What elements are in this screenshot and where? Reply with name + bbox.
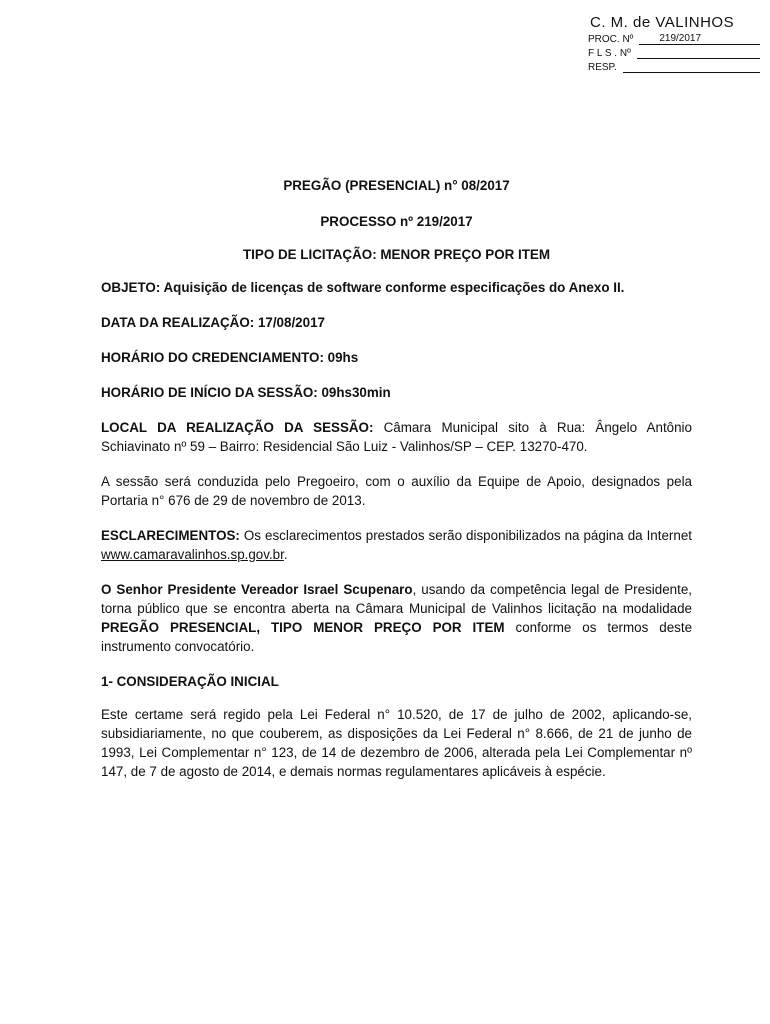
sessao-paragraph: A sessão será conduzida pelo Pregoeiro, com o auxílio da Equipe de Apoio, designados pela Portaria n° 676 de 29 de novembro de 2013. (101, 474, 692, 508)
stamp-resp-label: RESP. (588, 62, 617, 73)
stamp-proc-label: PROC. Nº (588, 34, 634, 45)
stamp-resp-value (623, 61, 760, 73)
modalidade: PREGÃO PRESENCIAL (101, 620, 257, 635)
objeto-paragraph: OBJETO: Aquisição de licenças de software conforme especificações do Anexo II. (101, 280, 625, 295)
horario-credenciamento: HORÁRIO DO CREDENCIAMENTO: 09hs (101, 350, 359, 365)
protocol-stamp (588, 14, 760, 73)
process-number: PROCESSO nº 219/2017 (320, 214, 473, 229)
esclarecimentos-paragraph (101, 526, 692, 564)
stamp-fls-row (588, 45, 760, 59)
esclarecimentos-label: ESCLARECIMENTOS: (101, 528, 240, 543)
stamp-resp-row (588, 59, 760, 73)
esclarecimentos-text: Os esclarecimentos prestados serão disponibilizados na página da Internet (239, 528, 692, 543)
presidente-text2: conforme os termos deste instrumento convocatório. (101, 620, 693, 654)
tipo: TIPO MENOR PREÇO POR ITEM (271, 620, 505, 635)
stamp-fls-label: F L S . Nº (588, 48, 631, 59)
section-1-body: Este certame será regido pela Lei Federal n° 10.520, de 17 de julho de 2002, aplicando-se, subsidiariamente, no que couberem, as disposições da Lei Federal n° 8.666, de 21 de junho de 1993, Lei Complementar n° 123, de 14 de dezembro de 2006, alterada pela Lei Complementar nº 147, de 7 de agosto de 2014, e demais normas regulamentares aplicáveis à espécie. (101, 707, 692, 779)
stamp-title: C. M. de VALINHOS (590, 14, 735, 31)
presidente-paragraph (101, 580, 692, 656)
presidente-text1: , usando da competência legal de Presidente, torna público que se encontra aberta na Câmara Municipal de Valinhos licitação na modalidade (101, 582, 692, 616)
bid-type: TIPO DE LICITAÇÃO: MENOR PREÇO POR ITEM (243, 247, 550, 262)
modalidade-comma: , (256, 620, 271, 635)
stamp-proc-row (588, 31, 760, 45)
section-1-heading: 1- CONSIDERAÇÃO INICIAL (101, 674, 279, 689)
presidente-name: O Senhor Presidente Vereador Israel Scupenaro (101, 582, 413, 597)
data-realizacao: DATA DA REALIZAÇÃO: 17/08/2017 (101, 315, 325, 330)
document-title: PREGÃO (PRESENCIAL) n° 08/2017 (283, 178, 510, 193)
website-link[interactable]: www.camaravalinhos.sp.gov.br (101, 547, 284, 562)
horario-inicio: HORÁRIO DE INÍCIO DA SESSÃO: 09hs30min (101, 385, 391, 400)
esclarecimentos-end: . (283, 547, 288, 562)
stamp-fls-value (637, 47, 760, 59)
local-paragraph (101, 418, 692, 456)
local-label: LOCAL DA REALIZAÇÃO DA SESSÃO: (101, 420, 374, 435)
document-body (101, 176, 692, 797)
stamp-proc-value: 219/2017 (639, 33, 760, 45)
local-text: Câmara Municipal sito à Rua: Ângelo Antônio Schiavinato nº 59 – Bairro: Residencial São Luiz - Valinhos/SP – CEP. 13270-470. (101, 420, 692, 454)
